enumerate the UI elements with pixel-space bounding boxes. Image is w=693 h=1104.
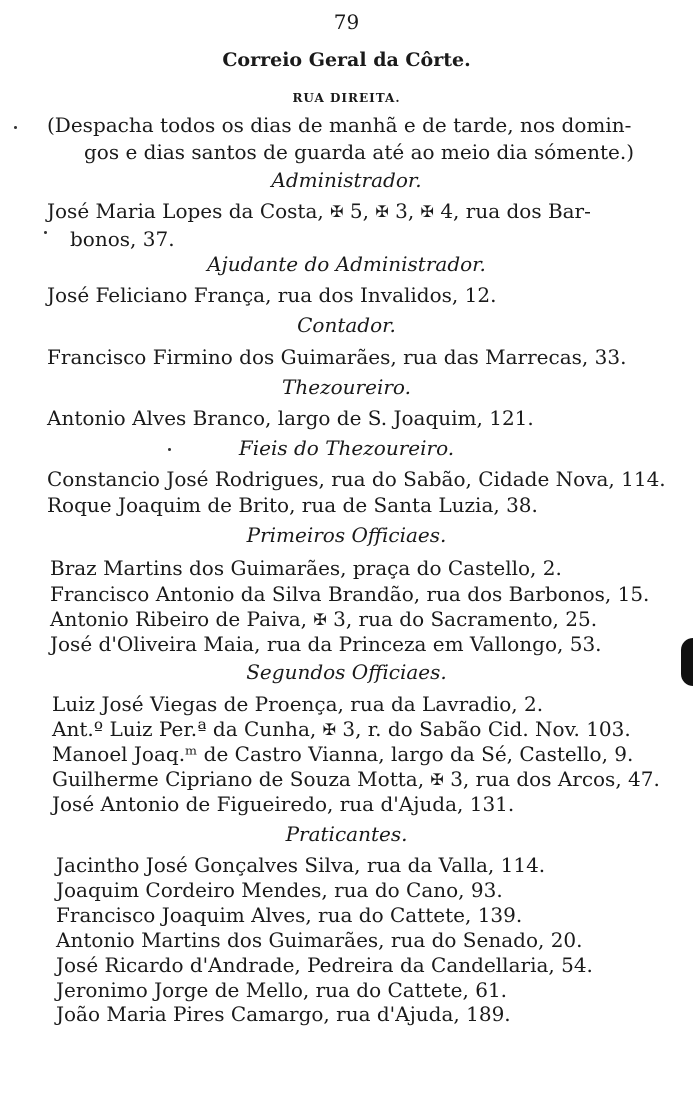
heading-primeiros: Primeiros Officiaes.	[246, 523, 447, 547]
page-title: Correio Geral da Côrte.	[222, 49, 471, 71]
order-cross-icon: ✠	[313, 610, 327, 629]
heading-praticantes: Praticantes.	[285, 822, 408, 846]
entry-text: Guilherme Cipriano de Souza Motta,	[52, 767, 425, 791]
heading-administrador: Administrador.	[271, 168, 422, 192]
order-cross-icon: ✠	[330, 202, 344, 221]
entry-primeiros-3	[50, 607, 597, 632]
notice-line-2: gos e dias santos de guarda até ao meio dia sómente.)	[84, 140, 634, 164]
entry-text: Ant.º Luiz Per.ª da Cunha,	[52, 717, 317, 741]
page-number: 79	[333, 10, 360, 34]
entry-text: 3,	[395, 199, 415, 223]
entry-praticantes-3: Francisco Joaquim Alves, rua do Cattete, 139.	[56, 903, 523, 927]
entry-segundos-5: José Antonio de Figueiredo, rua d'Ajuda, 131.	[52, 792, 515, 816]
entry-text: 5,	[349, 199, 369, 223]
heading-contador: Contador.	[297, 313, 396, 337]
entry-ajudante: José Feliciano França, rua dos Invalidos, 12.	[47, 283, 497, 307]
ink-speck	[168, 448, 171, 451]
ink-speck	[44, 231, 47, 234]
entry-text: 3, r. do Sabão Cid. Nov. 103.	[342, 717, 631, 741]
entry-thezoureiro: Antonio Alves Branco, largo de S. Joaquim, 121.	[47, 406, 534, 430]
page-edge-mark	[681, 638, 693, 686]
entry-segundos-4	[52, 767, 660, 792]
heading-fieis: Fieis do Thezoureiro.	[238, 436, 455, 460]
page-subtitle: RUA DIREITA.	[292, 91, 401, 105]
entry-administrador	[47, 199, 591, 224]
heading-thezoureiro: Thezoureiro.	[282, 375, 411, 399]
entry-text: 3, rua dos Arcos, 47.	[450, 767, 660, 791]
entry-praticantes-6: Jeronimo Jorge de Mello, rua do Cattete, 61.	[56, 978, 508, 1002]
entry-text: 4, rua dos Bar-	[440, 199, 591, 223]
entry-fieis-1: Constancio José Rodrigues, rua do Sabão, Cidade Nova, 114.	[47, 467, 666, 491]
entry-fieis-2: Roque Joaquim de Brito, rua de Santa Luzia, 38.	[47, 493, 538, 517]
entry-contador: Francisco Firmino dos Guimarães, rua das Marrecas, 33.	[47, 345, 627, 369]
heading-segundos: Segundos Officiaes.	[246, 660, 447, 684]
order-cross-icon: ✠	[420, 202, 434, 221]
heading-ajudante: Ajudante do Administrador.	[207, 252, 486, 276]
notice-line-1: (Despacha todos os dias de manhã e de tarde, nos domin-	[47, 113, 632, 137]
entry-primeiros-1: Braz Martins dos Guimarães, praça do Castello, 2.	[50, 556, 562, 580]
entry-praticantes-1: Jacintho José Gonçalves Silva, rua da Valla, 114.	[56, 853, 546, 877]
entry-text: 3, rua do Sacramento, 25.	[333, 607, 598, 631]
order-cross-icon: ✠	[322, 720, 336, 739]
entry-praticantes-5: José Ricardo d'Andrade, Pedreira da Candellaria, 54.	[56, 953, 593, 977]
entry-segundos-3: Manoel Joaq.ᵐ de Castro Vianna, largo da Sé, Castello, 9.	[52, 742, 634, 766]
order-cross-icon: ✠	[375, 202, 389, 221]
entry-text: Antonio Ribeiro de Paiva,	[50, 607, 307, 631]
entry-primeiros-2: Francisco Antonio da Silva Brandão, rua dos Barbonos, 15.	[50, 582, 650, 606]
entry-administrador-cont: bonos, 37.	[70, 227, 175, 251]
entry-text: José Maria Lopes da Costa,	[47, 199, 324, 223]
entry-segundos-1: Luiz José Viegas de Proença, rua da Lavradio, 2.	[52, 692, 544, 716]
entry-praticantes-4: Antonio Martins dos Guimarães, rua do Senado, 20.	[56, 928, 583, 952]
order-cross-icon: ✠	[430, 770, 444, 789]
ink-speck	[14, 126, 17, 129]
entry-primeiros-4: José d'Oliveira Maia, rua da Princeza em Vallongo, 53.	[50, 632, 602, 656]
entry-praticantes-2: Joaquim Cordeiro Mendes, rua do Cano, 93.	[56, 878, 503, 902]
entry-praticantes-7: João Maria Pires Camargo, rua d'Ajuda, 189.	[56, 1002, 511, 1026]
entry-segundos-2	[52, 717, 631, 742]
